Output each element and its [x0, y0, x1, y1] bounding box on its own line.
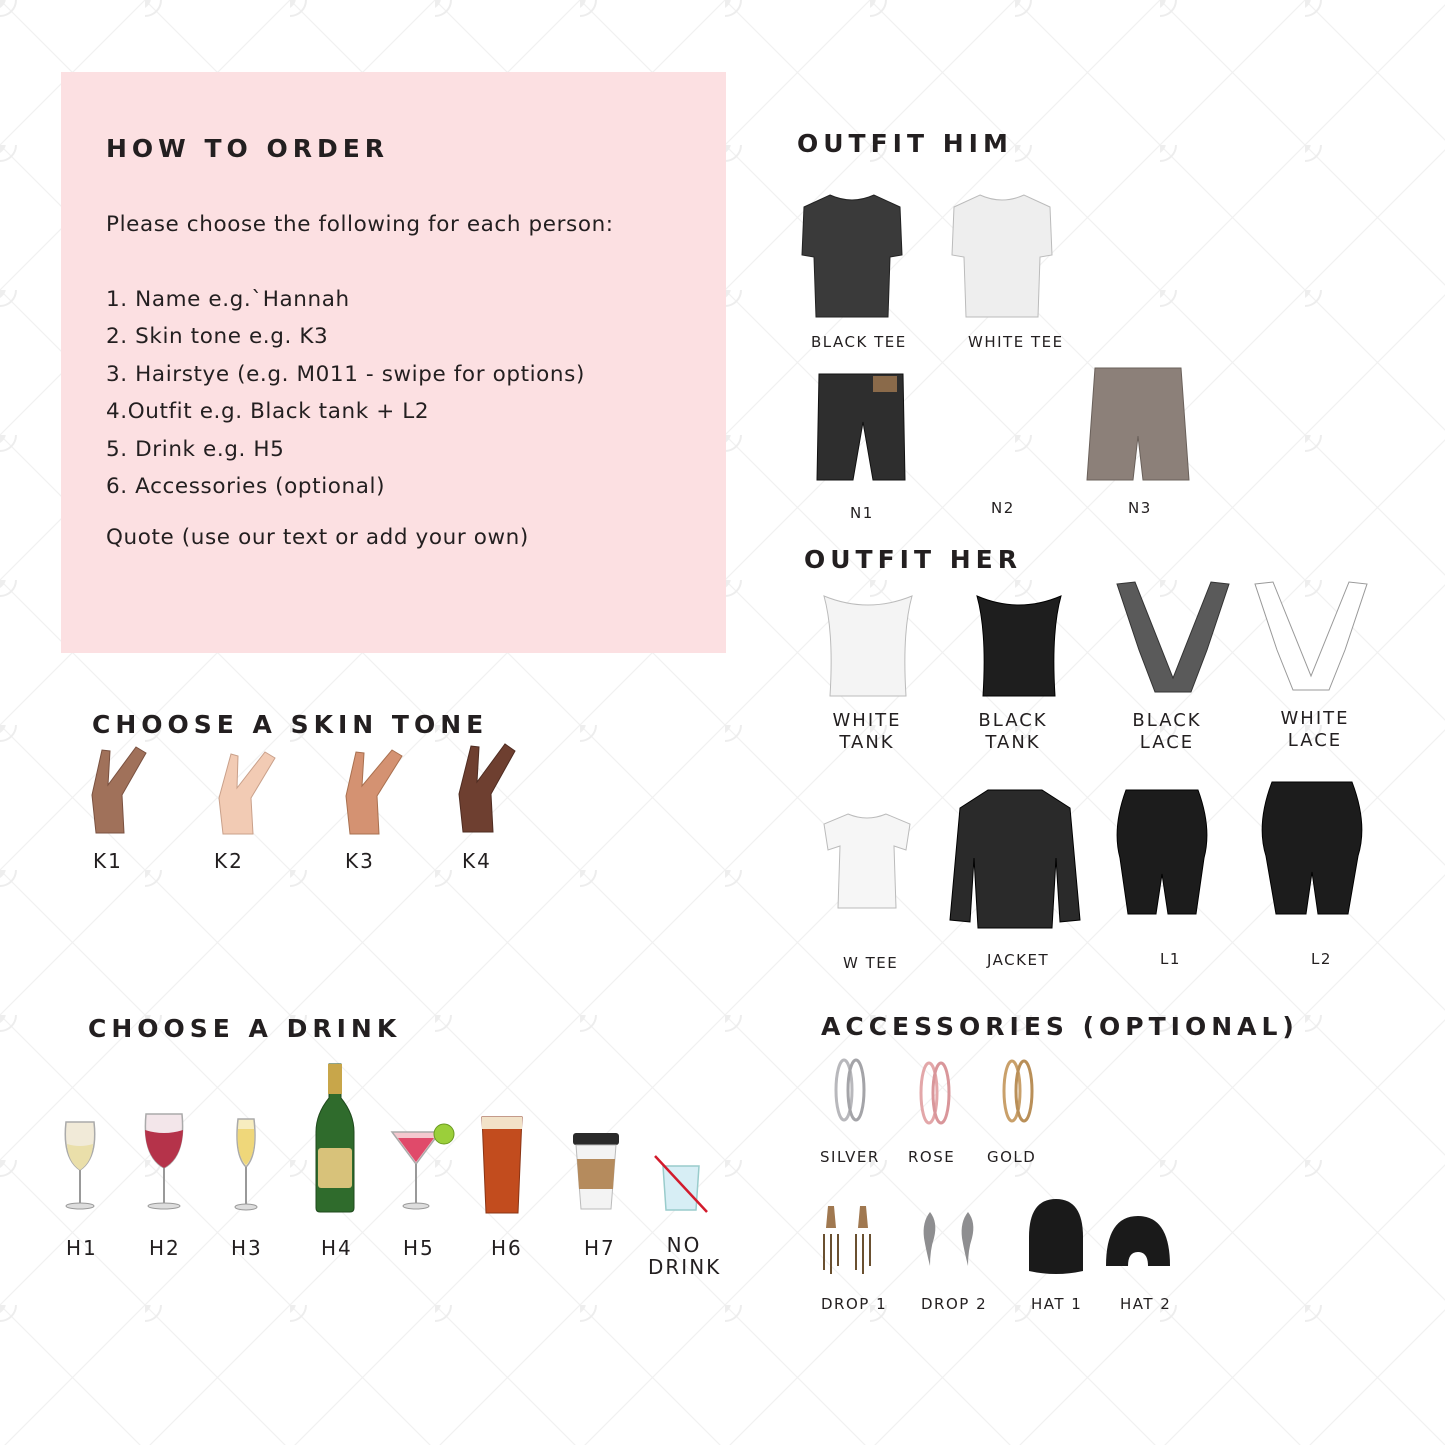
- black-tank-icon: [975, 592, 1063, 698]
- rose-hoop-icon: [917, 1060, 953, 1126]
- black-tee-label: BLACK TEE: [811, 333, 907, 351]
- white-tee-label: WHITE TEE: [968, 333, 1064, 351]
- skin-k1-hand-icon: [88, 745, 154, 835]
- l2-label: L2: [1311, 950, 1332, 968]
- drink-h5-label: H5: [403, 1236, 435, 1260]
- skin-k2-label: K2: [214, 849, 244, 873]
- hat-2-icon: [1102, 1212, 1174, 1274]
- white-lace-line1: WHITE: [1280, 708, 1350, 729]
- hat-2-label: HAT 2: [1120, 1295, 1172, 1313]
- skin-k3-hand-icon: [342, 748, 408, 836]
- black-jeans-l2-icon: [1256, 780, 1368, 916]
- drink-h2-label: H2: [149, 1236, 181, 1260]
- black-lace-icon: [1111, 580, 1235, 696]
- black-tee-icon: [800, 193, 904, 319]
- bottom-n1-label: N1: [850, 504, 874, 522]
- red-wine-icon: [142, 1110, 186, 1210]
- beer-icon: [480, 1113, 524, 1219]
- grey-shorts-n3-icon: [1085, 366, 1191, 482]
- order-step-5: 5. Drink e.g. H5: [106, 437, 285, 462]
- jacket-label: JACKET: [987, 951, 1050, 969]
- order-step-4: 4.Outfit e.g. Black tank + L2: [106, 399, 430, 424]
- white-tank-label: [828, 710, 906, 754]
- outfit-him-title: OUTFIT HIM: [797, 129, 1013, 158]
- bottom-n2-label: N2: [991, 499, 1015, 517]
- how-to-order-panel: [61, 72, 726, 653]
- white-lace-label: [1276, 708, 1354, 752]
- white-lace-icon: [1249, 580, 1373, 694]
- order-step-3: 3. Hairstye (e.g. M011 - swipe for options): [106, 362, 585, 387]
- skin-k2-hand-icon: [215, 750, 281, 836]
- white-lace-line2: LACE: [1287, 730, 1343, 751]
- black-tank-label: [974, 710, 1052, 754]
- skin-k4-hand-icon: [455, 742, 521, 834]
- drop-earring-2-icon: [920, 1210, 980, 1270]
- drop-earring-1-icon: [818, 1204, 878, 1276]
- no-drink-icon: [653, 1154, 709, 1214]
- black-tank-line1: BLACK: [978, 710, 1048, 731]
- drink-h7-label: H7: [584, 1236, 616, 1260]
- white-tee-icon: [950, 193, 1054, 319]
- black-lace-line2: LACE: [1139, 732, 1195, 753]
- rose-label: ROSE: [908, 1148, 956, 1166]
- drink-h4-label: H4: [321, 1236, 353, 1260]
- cocktail-icon: [390, 1122, 458, 1210]
- no-drink-line1: NO: [666, 1233, 702, 1257]
- skin-tone-title: CHOOSE A SKIN TONE: [92, 710, 489, 739]
- order-step-6: 6. Accessories (optional): [106, 474, 386, 499]
- white-fitted-tee-icon: [822, 812, 912, 910]
- outfit-her-title: OUTFIT HER: [804, 545, 1022, 574]
- no-drink-line2: DRINK: [648, 1255, 722, 1279]
- drink-title: CHOOSE A DRINK: [88, 1014, 402, 1043]
- hat-1-icon: [1025, 1197, 1087, 1277]
- champagne-bottle-icon: [314, 1062, 356, 1214]
- no-drink-label: [648, 1234, 720, 1278]
- order-step-1: 1. Name e.g.`Hannah: [106, 287, 350, 312]
- black-jeans-n1-icon: [813, 372, 909, 484]
- w-tee-label: W TEE: [843, 954, 899, 972]
- drop-1-label: DROP 1: [821, 1295, 888, 1313]
- black-tank-line2: TANK: [985, 732, 1041, 753]
- drink-h1-label: H1: [66, 1236, 98, 1260]
- how-to-order-title: HOW TO ORDER: [106, 134, 390, 163]
- l1-label: L1: [1160, 950, 1181, 968]
- order-step-2: 2. Skin tone e.g. K3: [106, 324, 329, 349]
- drink-h6-label: H6: [491, 1236, 523, 1260]
- white-tank-icon: [822, 592, 914, 698]
- silver-label: SILVER: [820, 1148, 880, 1166]
- hat-1-label: HAT 1: [1031, 1295, 1083, 1313]
- white-tank-line1: WHITE: [832, 710, 902, 731]
- skin-k4-label: K4: [462, 849, 492, 873]
- black-jeans-l1-icon: [1112, 788, 1212, 916]
- coffee-cup-icon: [571, 1131, 621, 1211]
- silver-hoop-icon: [832, 1057, 868, 1123]
- black-lace-label: [1128, 710, 1206, 754]
- champagne-glass-icon: [232, 1115, 260, 1211]
- leather-jacket-icon: [948, 788, 1082, 934]
- bottom-n3-label: N3: [1128, 499, 1152, 517]
- accessories-title: ACCESSORIES (OPTIONAL): [821, 1012, 1299, 1041]
- skin-k1-label: K1: [93, 849, 123, 873]
- order-intro: Please choose the following for each person:: [106, 212, 614, 237]
- gold-label: GOLD: [987, 1148, 1037, 1166]
- skin-k3-label: K3: [345, 849, 375, 873]
- order-quote: Quote (use our text or add your own): [106, 525, 529, 550]
- drink-h3-label: H3: [231, 1236, 263, 1260]
- white-tank-line2: TANK: [839, 732, 895, 753]
- black-lace-line1: BLACK: [1132, 710, 1202, 731]
- white-wine-icon: [62, 1118, 98, 1210]
- gold-hoop-icon: [1000, 1058, 1036, 1124]
- drop-2-label: DROP 2: [921, 1295, 988, 1313]
